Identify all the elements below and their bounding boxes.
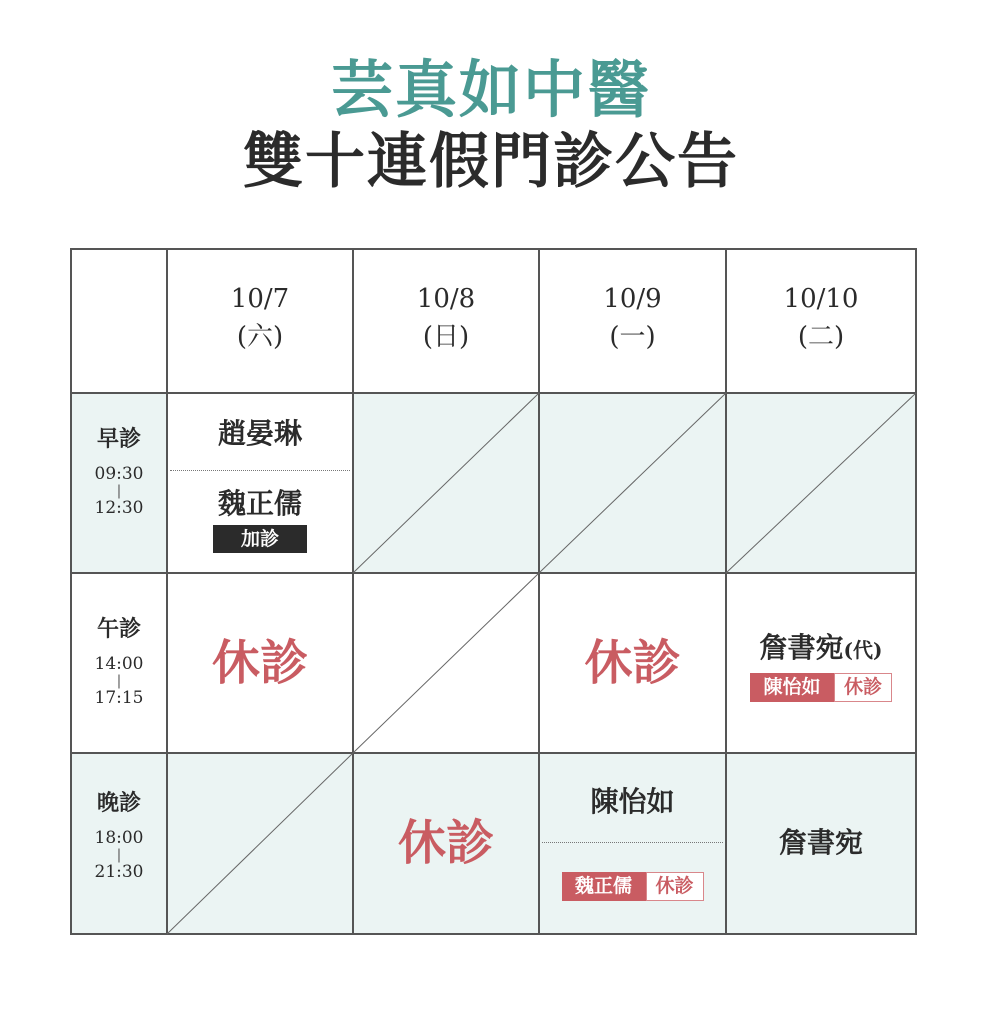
slot-end: 21:30 (94, 862, 144, 882)
dotted-divider (542, 842, 723, 843)
tag-wrapper (167, 525, 353, 553)
slot-morning (72, 424, 166, 518)
slot-start: 18:00 (94, 828, 144, 848)
slot-separator: | (116, 483, 122, 499)
substitute-doctor (726, 628, 916, 672)
slot-end: 17:15 (94, 688, 144, 708)
doctor-name: 詹書宛 (778, 826, 863, 859)
date-label: 10/10 (783, 284, 859, 314)
slot-start: 14:00 (94, 654, 144, 674)
slot-start: 09:30 (94, 464, 144, 484)
closed-label: 休診 (211, 635, 308, 691)
slot-evening (72, 788, 166, 882)
date-header (539, 280, 726, 356)
slot-afternoon (72, 614, 166, 708)
date-label: 10/8 (416, 284, 476, 314)
date-label: 10/7 (230, 284, 290, 314)
substitute-mark: (代) (843, 638, 883, 662)
doctor-name: 趙晏琳 (217, 417, 302, 450)
date-header (353, 280, 539, 356)
slot-separator: | (116, 673, 122, 689)
absent-badge-group (726, 673, 916, 702)
slot-label: 晚診 (96, 790, 141, 816)
schedule-table (70, 248, 917, 935)
slot-separator: | (116, 847, 122, 863)
absent-doctor-badge: 魏正儒 (562, 872, 646, 901)
dotted-divider (170, 470, 350, 471)
weekday-label: (一) (609, 322, 656, 352)
weekday-label: (日) (422, 322, 470, 352)
date-header (726, 280, 916, 356)
slot-end: 12:30 (94, 498, 144, 518)
slot-label: 午診 (96, 616, 141, 642)
weekday-label: (二) (797, 322, 845, 352)
clinic-name: 芸真如中醫 (330, 53, 651, 126)
doctor-name: 魏正儒 (217, 487, 302, 520)
weekday-label: (六) (236, 322, 284, 352)
date-label: 10/9 (603, 284, 662, 314)
closed-label: 休診 (397, 815, 494, 871)
extra-clinic-badge: 加診 (213, 525, 307, 553)
absent-badge-group (539, 872, 726, 901)
doctor-name: 詹書宛 (759, 631, 844, 664)
absent-doctor-badge: 陳怡如 (750, 673, 834, 702)
notice-title: 雙十連假門診公告 (243, 127, 739, 197)
closed-label: 休診 (584, 635, 681, 691)
closed-badge: 休診 (646, 872, 704, 901)
date-header (167, 280, 353, 356)
slot-label: 早診 (96, 426, 141, 452)
doctor-name: 陳怡如 (590, 785, 675, 818)
closed-badge: 休診 (834, 673, 892, 702)
